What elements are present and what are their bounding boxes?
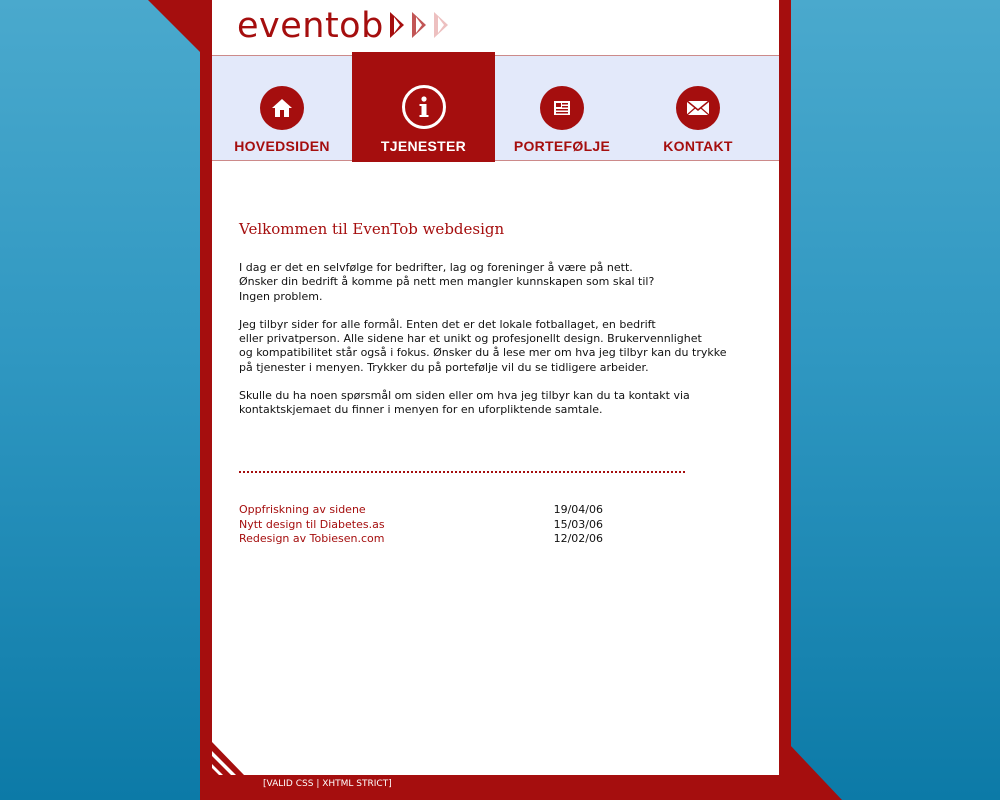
nav-item-hovedsiden[interactable] [212,56,352,160]
services-paragraph: Jeg tilbyr sider for alle formål. Enten det er det lokale fotballaget, en bedrift eller privatperson. Alle sidene har et unikt og profesjonellt design. Brukervennlighet og kompatibilitet står også i fokus. Ønsker du å lese mer om hva jeg tilbyr kan du trykke på tjenester i menyen. Trykker du på portefølje vil du se tidligere arbeider. [239,317,727,374]
nav-label: TJENESTER [380,138,467,154]
dotted-divider [239,457,685,473]
news-date: 15/03/06 [553,517,603,531]
xhtml-strict-link[interactable]: XHTML STRICT [322,779,389,789]
list-item [239,532,619,547]
footer: [VALID CSS | XHTML STRICT] [263,779,392,789]
list-item [239,503,619,518]
page-container [212,0,779,775]
list-item [239,518,619,533]
page-title: Velkommen til EvenTob webdesign [239,220,505,238]
news-link[interactable]: Redesign av Tobiesen.com [239,532,385,545]
header [212,0,779,55]
info-icon [402,85,446,129]
valid-css-link[interactable]: VALID CSS [266,779,314,789]
home-icon [260,86,304,130]
stripes-decoration [212,742,244,775]
nav-item-kontakt[interactable] [629,56,767,160]
document-icon [540,86,584,130]
news-date: 12/02/06 [553,532,603,545]
envelope-icon [676,86,720,130]
news-link[interactable]: Oppfriskning av sidene [239,503,366,516]
nav-label: KONTAKT [663,138,733,154]
arrows-icon [390,10,470,42]
main-content [239,220,739,432]
main-navigation [212,55,779,161]
logo[interactable]: eventob [237,6,384,46]
nav-item-portefolje[interactable] [495,56,629,160]
corner-decoration-bottom [790,745,842,800]
nav-item-tjenester[interactable] [352,52,495,162]
news-list [239,503,619,547]
news-date: 19/04/06 [553,503,603,516]
news-link[interactable]: Nytt design til Diabetes.as [239,517,385,531]
nav-label: HOVEDSIDEN [234,138,330,154]
corner-decoration-top [148,0,208,60]
intro-paragraph: I dag er det en selvfølge for bedrifter, lag og foreninger å være på nett. Ønsker din bedrift å komme på nett men mangler kunnskapen som skal til? Ingen problem. [239,261,655,303]
contact-paragraph: Skulle du ha noen spørsmål om siden eller om hva jeg tilbyr kan du ta kontakt via kontaktskjemaet du finner i menyen for en uforpliktende samtale. [239,389,690,417]
nav-label: PORTEFØLJE [513,138,611,154]
